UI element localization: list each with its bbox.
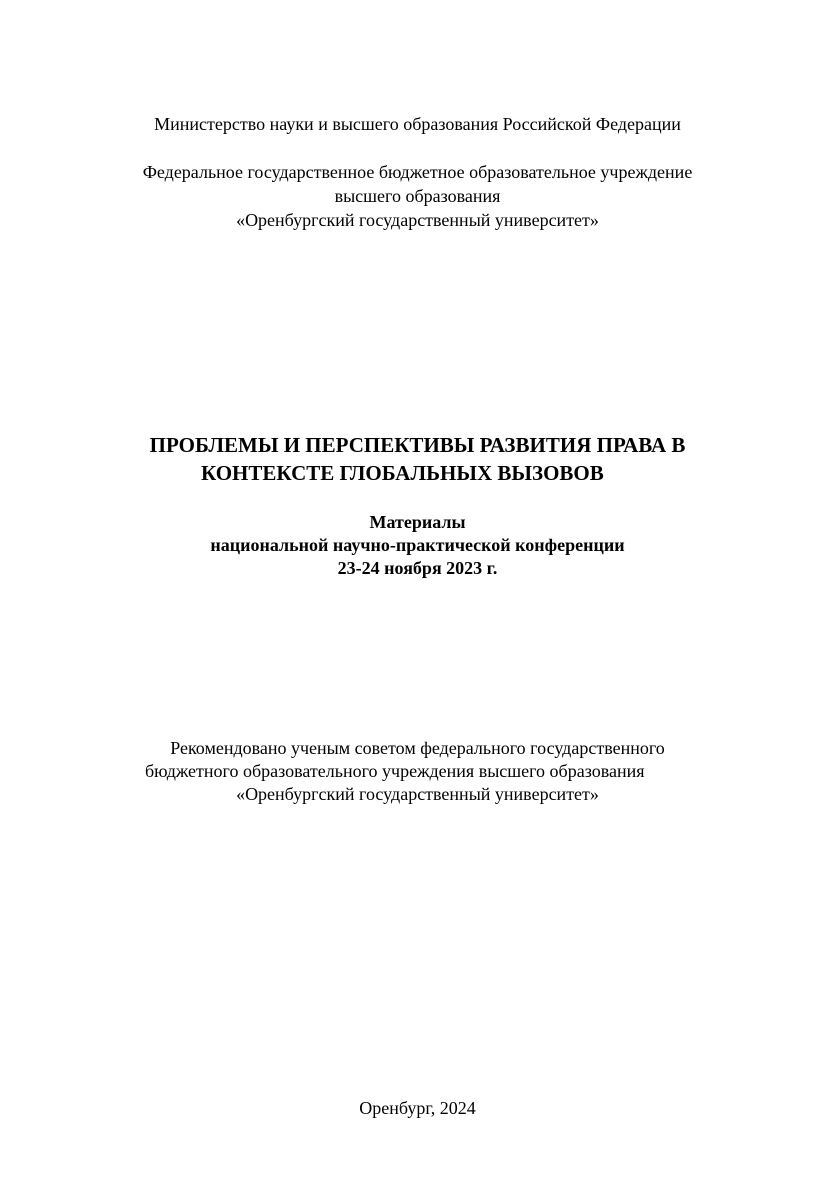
recommendation-line-2: бюджетного образовательного учреждения высшего образования <box>145 761 645 781</box>
institution-line-3: «Оренбургский государственный университет» <box>236 210 599 230</box>
ministry-line: Министерство науки и высшего образования Российской Федерации <box>154 114 681 134</box>
title-line-2: КОНТЕКСТЕ ГЛОБАЛЬНЫХ ВЫЗОВОВ <box>201 461 604 485</box>
subtitle-conference: национальной научно-практической конференции <box>210 535 625 555</box>
place-year: Оренбург, 2024 <box>359 1098 476 1118</box>
title-line-1: ПРОБЛЕМЫ И ПЕРСПЕКТИВЫ РАЗВИТИЯ ПРАВА В <box>149 433 686 457</box>
institution-line-1: Федеральное государственное бюджетное образовательное учреждение <box>142 162 693 182</box>
subtitle-dates: 23-24 ноября 2023 г. <box>337 558 498 578</box>
institution-line-2: высшего образования <box>334 186 501 206</box>
subtitle-materials: Материалы <box>369 512 466 532</box>
recommendation-line-1: Рекомендовано ученым советом федерального государственного <box>170 738 665 758</box>
recommendation-line-3: «Оренбургский государственный университет» <box>236 784 599 804</box>
